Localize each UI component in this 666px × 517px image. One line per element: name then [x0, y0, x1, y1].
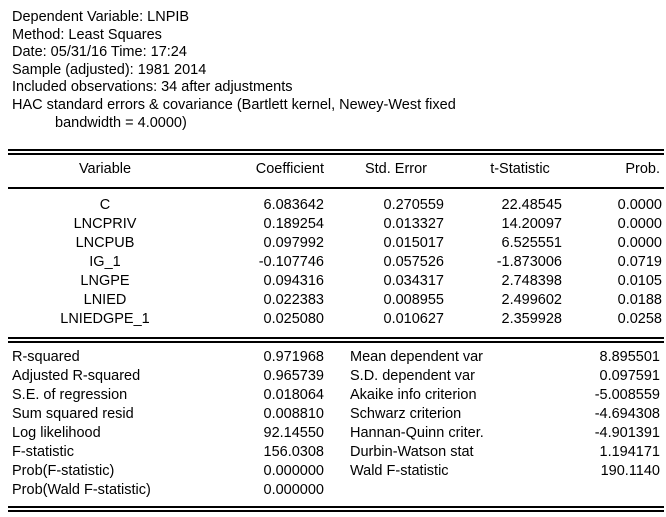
- std-error-value: 0.010627: [383, 311, 444, 327]
- stat-value: 0.000000: [263, 482, 324, 498]
- stat-label: Adjusted R-squared: [12, 368, 141, 384]
- column-header-prob: Prob.: [625, 161, 660, 177]
- coefficient-value: 0.097992: [263, 235, 324, 251]
- stat-value: 156.0308: [263, 444, 324, 460]
- stat-value: 8.895501: [599, 349, 660, 365]
- t-statistic-value: 14.20097: [501, 216, 562, 232]
- estimation-header: [12, 9, 456, 132]
- stat-value: -4.694308: [594, 406, 660, 422]
- stat-value: -5.008559: [594, 387, 660, 403]
- column-header-coefficient: Coefficient: [255, 161, 324, 177]
- bandwidth-line: bandwidth = 4.0000): [55, 114, 187, 131]
- column-header-t-statistic: t-Statistic: [490, 161, 550, 177]
- hac-line: HAC standard errors & covariance (Bartlett kernel, Newey-West fixed: [12, 96, 456, 113]
- stat-value: 0.008810: [263, 406, 324, 422]
- variable-name: IG_1: [89, 254, 121, 270]
- prob-value: 0.0000: [617, 197, 662, 213]
- variable-name: LNIEDGPE_1: [60, 311, 150, 327]
- std-error-value: 0.015017: [383, 235, 444, 251]
- variable-name: LNCPRIV: [73, 216, 137, 232]
- std-error-value: 0.013327: [383, 216, 444, 232]
- prob-value: 0.0000: [617, 235, 662, 251]
- prob-value: 0.0188: [617, 292, 662, 308]
- std-error-value: 0.270559: [383, 197, 444, 213]
- coefficient-value: 0.189254: [263, 216, 324, 232]
- date-time-line: Date: 05/31/16 Time: 17:24: [12, 44, 187, 61]
- coefficient-value: 0.025080: [263, 311, 324, 327]
- stat-label: F-statistic: [12, 444, 75, 460]
- sample-line: Sample (adjusted): 1981 2014: [12, 61, 207, 78]
- std-error-value: 0.034317: [383, 273, 444, 289]
- summary-top-rule: [8, 337, 664, 339]
- dependent-variable-line: Dependent Variable: LNPIB: [12, 9, 190, 25]
- stat-label: Prob(Wald F-statistic): [12, 482, 151, 498]
- variable-name: LNGPE: [80, 273, 130, 289]
- coefficient-value: 6.083642: [263, 197, 324, 213]
- summary-top-rule-inner: [8, 341, 664, 343]
- coefficient-value: 0.022383: [263, 292, 324, 308]
- variable-name: C: [99, 197, 111, 213]
- stat-label: S.E. of regression: [12, 387, 128, 403]
- stat-label: Schwarz criterion: [350, 406, 462, 422]
- stat-value: 0.965739: [263, 368, 324, 384]
- stat-value: -4.901391: [594, 425, 660, 441]
- stat-label: Akaike info criterion: [350, 387, 477, 403]
- coefficient-value: 0.094316: [263, 273, 324, 289]
- stat-value: 92.14550: [263, 425, 324, 441]
- stat-label: Wald F-statistic: [350, 463, 449, 479]
- variable-name: LNIED: [83, 292, 127, 308]
- t-statistic-value: -1.873006: [496, 254, 562, 270]
- stat-value: 0.971968: [263, 349, 324, 365]
- prob-value: 0.0719: [617, 254, 662, 270]
- variable-name: LNCPUB: [75, 235, 135, 251]
- table-bottom-rule: [8, 506, 664, 508]
- t-statistic-value: 2.359928: [501, 311, 562, 327]
- stat-label: Hannan-Quinn criter.: [350, 425, 484, 441]
- t-statistic-value: 22.48545: [501, 197, 562, 213]
- stat-value: 190.1140: [600, 463, 660, 479]
- header-bottom-rule: [8, 187, 664, 189]
- stat-label: Mean dependent var: [350, 349, 484, 365]
- column-header-variable: Variable: [78, 161, 132, 177]
- coefficient-value: -0.107746: [258, 254, 324, 270]
- table-bottom-rule-inner: [8, 510, 664, 512]
- std-error-value: 0.057526: [383, 254, 444, 270]
- stat-label: S.D. dependent var: [350, 368, 475, 384]
- stat-label: Prob(F-statistic): [12, 463, 115, 479]
- stat-label: Durbin-Watson stat: [350, 444, 474, 460]
- table-top-rule: [8, 149, 664, 151]
- std-error-value: 0.008955: [383, 292, 444, 308]
- t-statistic-value: 2.748398: [501, 273, 562, 289]
- prob-value: 0.0000: [617, 216, 662, 232]
- stat-label: Log likelihood: [12, 425, 101, 441]
- observations-line: Included observations: 34 after adjustments: [12, 79, 293, 96]
- stat-value: 0.000000: [263, 463, 324, 479]
- column-header-std-error: Std. Error: [364, 161, 428, 177]
- stat-label: Sum squared resid: [12, 406, 134, 422]
- stat-label: R-squared: [12, 349, 80, 365]
- t-statistic-value: 2.499602: [501, 292, 562, 308]
- prob-value: 0.0258: [617, 311, 662, 327]
- stat-value: 0.097591: [599, 368, 660, 384]
- t-statistic-value: 6.525551: [501, 235, 562, 251]
- prob-value: 0.0105: [617, 273, 662, 289]
- stat-value: 1.194171: [599, 444, 660, 460]
- stat-value: 0.018064: [263, 387, 324, 403]
- method-line: Method: Least Squares: [12, 26, 162, 43]
- table-top-rule-inner: [8, 153, 664, 155]
